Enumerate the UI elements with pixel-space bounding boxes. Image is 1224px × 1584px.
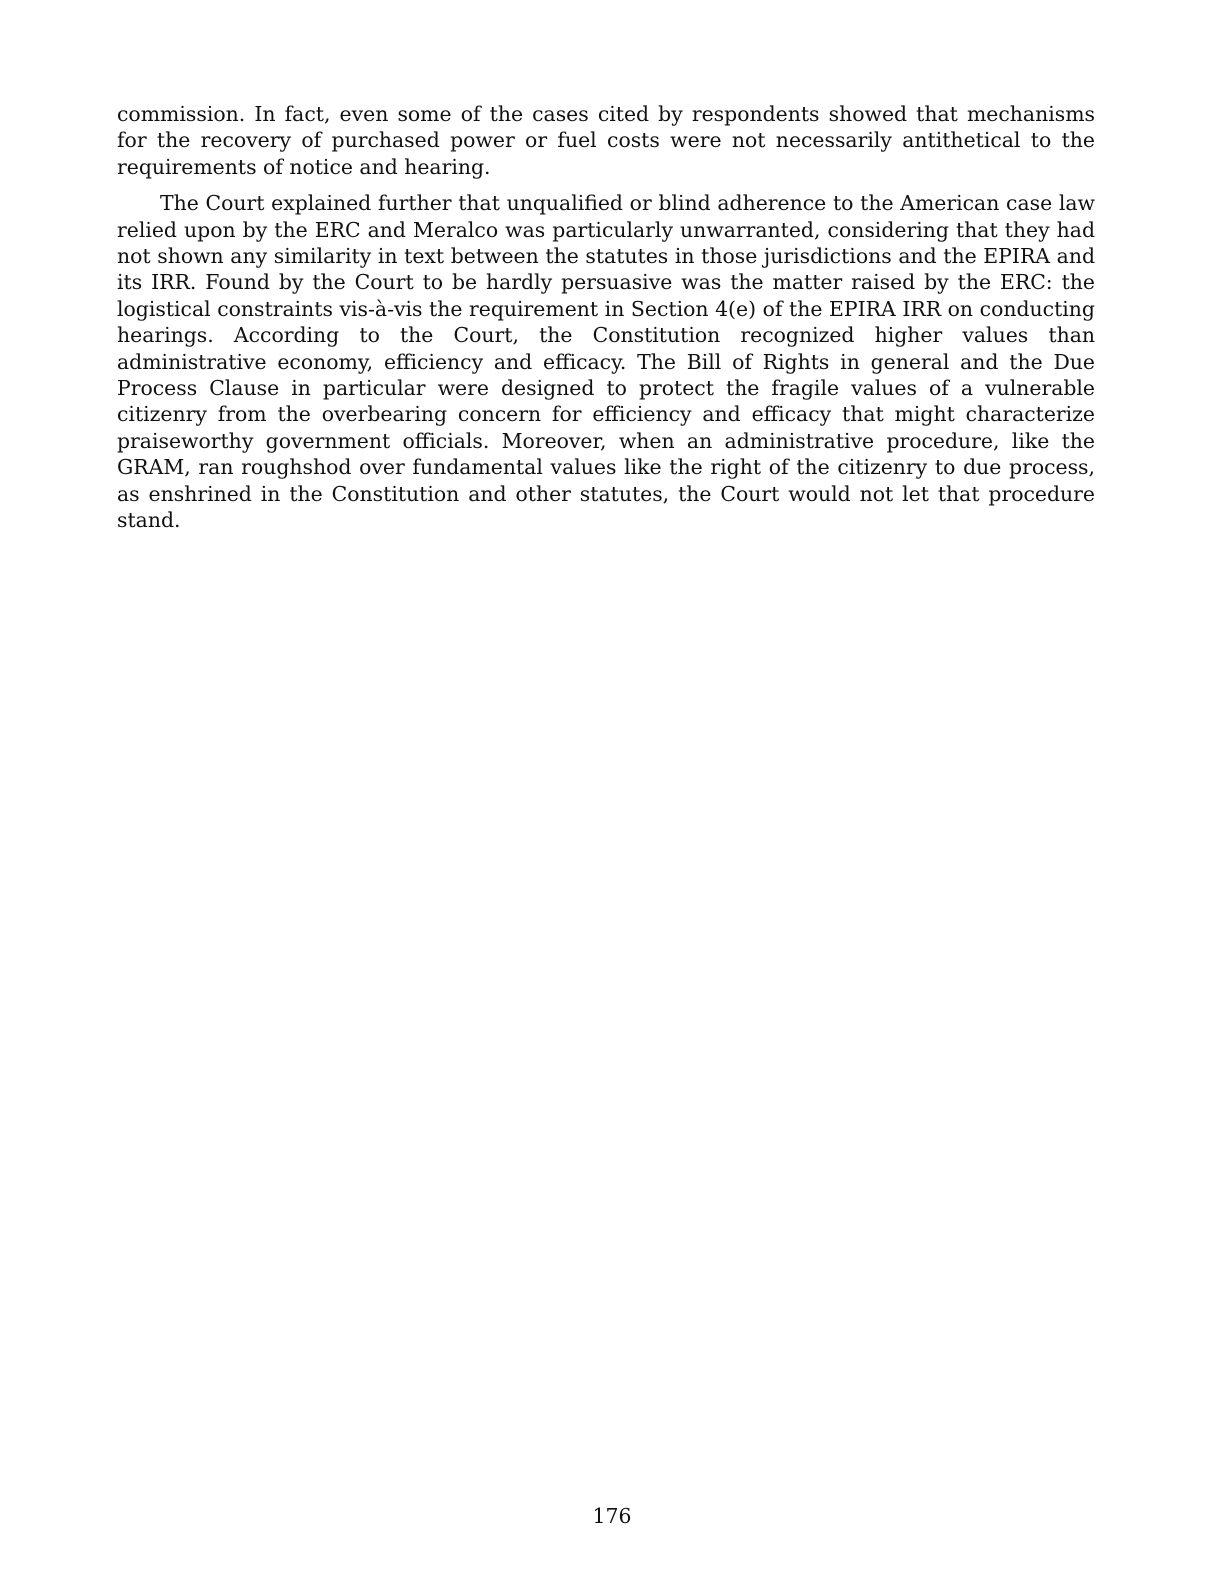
paragraph-court-explanation: The Court explained further that unqualified or blind adherence to the American case law relied upon by the ERC and Meralco was particularly unwarranted, considering that they had not shown any similarity in text between the statutes in those jurisdictions and the EPIRA and its IRR. Found by the Court to be hardly persuasive was the matter raised by the ERC: the logistical constraints vis-à-vis the requirement in Section 4(e) of the EPIRA IRR on conducting hearings. According to the Court, the Constitution recognized higher values than administrative economy, efficiency and efficacy. The Bill of Rights in general and the Due Process Clause in particular were designed to protect the fragile values of a vulnerable citizenry from the overbearing concern for efficiency and efficacy that might characterize praiseworthy government officials. Moreover, when an administrative procedure, like the GRAM, ran roughshod over fundamental values like the right of the citizenry to due process, as enshrined in the Constitution and other statutes, the Court would not let that procedure stand. (117, 191, 1095, 533)
page-number: 176 (592, 1504, 632, 1528)
body-text (117, 101, 1095, 534)
paragraph-continuation: commission. In fact, even some of the cases cited by respondents showed that mechanisms for the recovery of purchased power or fuel costs were not necessarily antithetical to the requirements of notice and hearing. (117, 102, 1095, 179)
